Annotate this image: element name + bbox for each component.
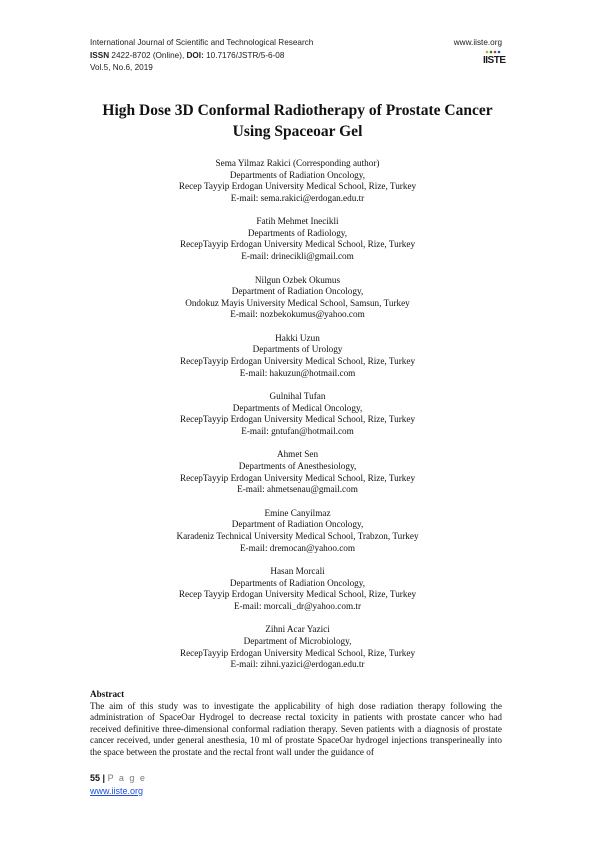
author-department: Department of Microbiology,	[243, 635, 352, 646]
title-line: High Dose 3D Conformal Radiotherapy of Prostate Cancer	[102, 102, 493, 119]
author-department: Departments of Radiology,	[247, 227, 348, 238]
iiste-logo	[483, 49, 505, 69]
author-institution: RecepTayyip Erdogan University Medical School, Rize, Turkey	[179, 356, 416, 367]
author-institution: RecepTayyip Erdogan University Medical School, Rize, Turkey	[179, 414, 416, 425]
author-block	[60, 624, 535, 682]
author-institution: Recep Tayyip Erdogan University Medical School, Rize, Turkey	[178, 181, 417, 192]
author-block	[60, 566, 535, 624]
logo-text: IISTE	[483, 55, 506, 66]
author-block	[60, 275, 535, 333]
journal-name: International Journal of Scientific and Technological Research	[90, 38, 314, 47]
author-name: Sema Yilmaz Rakici (Corresponding author)	[215, 158, 380, 168]
author-name: Ahmet Sen	[276, 449, 319, 460]
author-name: Nilgun Ozbek Okumus	[254, 274, 341, 285]
footer-website-link[interactable]: www.iiste.org	[90, 786, 144, 796]
author-block	[60, 508, 535, 566]
author-block	[60, 449, 535, 507]
author-institution: RecepTayyip Erdogan University Medical School, Rize, Turkey	[179, 239, 416, 250]
author-email: E-mail: morcali_dr@yahoo.com.tr	[233, 600, 362, 611]
doi-label: DOI:	[186, 50, 204, 60]
author-name: Hasan Morcali	[270, 566, 325, 577]
page-indicator	[90, 772, 146, 785]
paper-title	[60, 100, 535, 142]
author-name: Fatih Mehmet Inecikli	[256, 216, 339, 227]
journal-header	[90, 37, 502, 75]
issn-label: ISSN	[90, 50, 110, 60]
author-block	[60, 391, 535, 449]
author-email: E-mail: hakuzun@hotmail.com	[239, 367, 356, 378]
author-department: Departments of Medical Oncology,	[232, 402, 363, 413]
author-name: Gulnihal Tufan	[269, 391, 326, 402]
author-email: E-mail: ahmetsenau@gmail.com	[237, 484, 358, 495]
issn-doi-line	[90, 50, 502, 63]
author-email: E-mail: zihni.yazici@erdogan.edu.tr	[230, 659, 365, 670]
page-word: P a g e	[107, 773, 147, 783]
author-institution: Recep Tayyip Erdogan University Medical School, Rize, Turkey	[178, 589, 417, 600]
author-email: E-mail: drinecikli@gmail.com	[241, 251, 354, 262]
author-name: Hakki Uzun	[275, 332, 320, 343]
author-block	[60, 158, 535, 216]
author-institution: RecepTayyip Erdogan University Medical School, Rize, Turkey	[179, 647, 416, 658]
author-name: Emine Canyilmaz	[264, 507, 331, 518]
page-footer	[90, 772, 146, 798]
author-list	[60, 158, 535, 683]
author-institution: Ondokuz Mayis University Medical School, Samsun, Turkey	[185, 297, 410, 308]
author-block	[60, 216, 535, 274]
author-block	[60, 333, 535, 391]
author-email: E-mail: dremocan@yahoo.com	[239, 542, 356, 553]
abstract-section	[90, 689, 502, 759]
page-separator: |	[102, 773, 106, 783]
author-department: Department of Radiation Oncology,	[231, 286, 364, 297]
author-name: Zihni Acar Yazici	[265, 624, 330, 635]
title-line: Using Spaceoar Gel	[232, 123, 363, 140]
author-institution: RecepTayyip Erdogan University Medical School, Rize, Turkey	[179, 472, 416, 483]
volume-issue: Vol.5, No.6, 2019	[90, 63, 153, 72]
author-department: Departments of Radiation Oncology,	[229, 169, 366, 180]
author-department: Departments of Anesthesiology,	[238, 461, 357, 472]
journal-website[interactable]: www.iiste.org	[453, 38, 502, 47]
doi-value: 10.7176/JSTR/5-6-08	[206, 50, 285, 60]
author-email: E-mail: nozbekokumus@yahoo.com	[230, 309, 365, 320]
abstract-heading: Abstract	[90, 689, 125, 699]
issn-value: 2422-8702 (Online),	[111, 50, 185, 60]
author-email: E-mail: sema.rakici@erdogan.edu.tr	[230, 192, 365, 203]
author-department: Department of Radiation Oncology,	[231, 519, 364, 530]
abstract-body: The aim of this study was to investigate the applicability of high dose radiation therapy following the administration of SpaceOar Hydrogel to decrease rectal toxicity in patients with prostate cancer who had received definitive three-dimensional conformal radiation therapy. Seven patients with a diagnosis of prostate cancer received, under general anesthesia, 10 ml of prostate SpaceOar hydrogel injections transperineally into the space between the prostate and the rectal front wall under the guidance of	[90, 700, 502, 757]
page-number: 55	[90, 773, 101, 783]
author-department: Departments of Urology	[252, 344, 343, 355]
author-institution: Karadeniz Technical University Medical School, Trabzon, Turkey	[176, 530, 419, 541]
author-email: E-mail: gntufan@hotmail.com	[241, 425, 354, 436]
author-department: Departments of Radiation Oncology,	[229, 577, 366, 588]
